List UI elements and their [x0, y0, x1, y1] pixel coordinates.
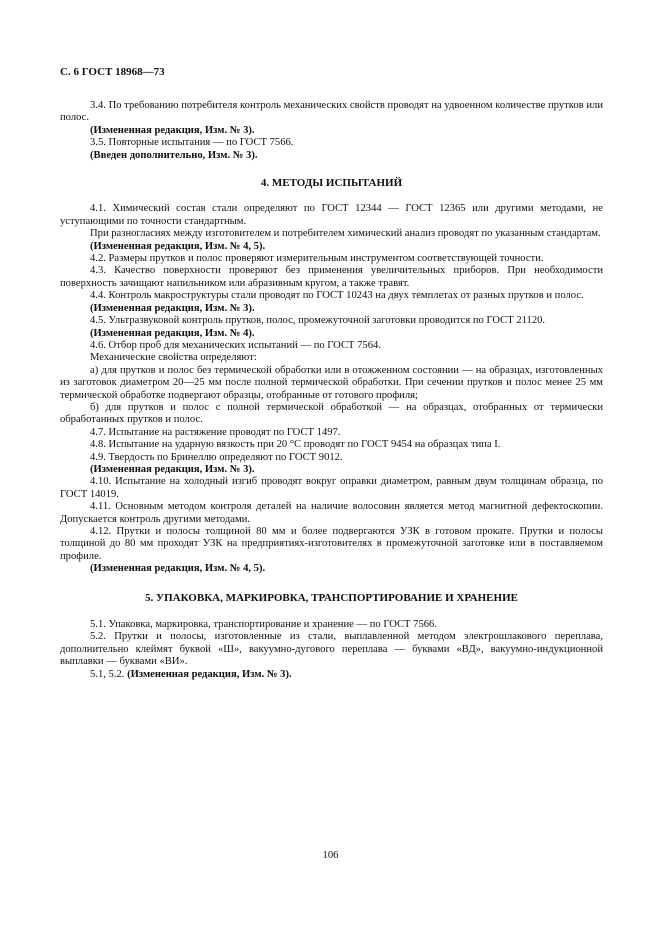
page-number: 106 [322, 850, 339, 861]
paragraph-4-7: 4.7. Испытание на растяжение проводят по ГОСТ 1497. [90, 426, 341, 438]
amendment-note: (Измененная редакция, Изм. № 4). [90, 327, 255, 339]
section-5-title: 5. УПАКОВКА, МАРКИРОВКА, ТРАНСПОРТИРОВАНИЕ И ХРАНЕНИЕ [145, 591, 518, 604]
amendment-note: (Измененная редакция, Изм. № 4, 5). [90, 563, 266, 575]
paragraph-4-3: 4.3. Качество поверхности проверяют без применения увеличительных приборов. При необходимости поверхность зачищают напильником или абразивным кругом, а также травят. [60, 265, 603, 289]
paragraph-3-5: 3.5. Повторные испытания — по ГОСТ 7566. [90, 137, 294, 149]
paragraph-4-2: 4.2. Размеры прутков и полос проверяют измерительным инструментом соответствующей точности. [90, 253, 544, 265]
paragraph-4-6: 4.6. Отбор проб для механических испытаний — по ГОСТ 7564. [90, 339, 381, 351]
paragraph-4-10: 4.10. Испытание на холодный изгиб проводят вокруг оправки диаметром, равным двум толщинам образца, по ГОСТ 14019. [60, 476, 603, 500]
amendment-note: (Измененная редакция, Изм. № 3). [90, 302, 255, 314]
amendment-note: (Измененная редакция, Изм. № 3). [127, 668, 292, 680]
paragraph-5-note [60, 669, 603, 681]
paragraph-4-4: 4.4. Контроль макроструктуры стали проводят по ГОСТ 10243 на двух темплетах от разных прутков и полос. [90, 290, 584, 302]
paragraph-5-1: 5.1. Упаковка, маркировка, транспортирование и хранение — по ГОСТ 7566. [90, 619, 437, 631]
amendment-note: (Введен дополнительно, Изм. № 3). [90, 149, 258, 161]
amendment-note: (Измененная редакция, Изм. № 3). [90, 463, 255, 475]
paragraph-5-2: 5.2. Прутки и полосы, изготовленные из стали, выплавленной методом электрошлакового переплава, дополнительно клеймят буквой «Ш», вакуумно-дугового переплава — буквами «ВД», вакуумно-индукционной выплавки — буквами «ВИ». [60, 631, 603, 668]
paragraph-3-4: 3.4. По требованию потребителя контроль механических свойств проводят на удвоенном количестве прутков или полос. [60, 100, 603, 124]
paragraph-4-1-disagreement: При разногласиях между изготовителем и потребителем химический анализ проводят по указанным стандартам. [90, 228, 601, 240]
paragraph-4-5: 4.5. Ультразвуковой контроль прутков, полос, промежуточной заготовки проводится по ГОСТ 21120. [90, 315, 546, 327]
paragraph-4-6-intro: Механические свойства определяют: [90, 352, 257, 364]
section-4-title: 4. МЕТОДЫ ИСПЫТАНИЙ [260, 177, 403, 190]
paragraph-4-6-b: б) для прутков и полос с полной термической обработкой — на образцах, отобранных от термически обработанных прутков и полос. [60, 401, 603, 426]
paragraph-4-8: 4.8. Испытание на ударную вязкость при 20 °С проводят по ГОСТ 9454 на образцах типа I. [90, 439, 501, 451]
amendment-note: (Измененная редакция, Изм. № 4, 5). [90, 240, 266, 252]
paragraph-4-9: 4.9. Твердость по Бринеллю определяют по ГОСТ 9012. [90, 451, 343, 463]
paragraph-4-6-a: а) для прутков и полос без термической обработки или в отожженном состоянии — на образцах, изготовленных из заготовок диаметром 20—25 мм после полной термической обработки. При сечении прутков и полос менее 25 мм термической обработке подвергают образцы, отобранные от готового профиля; [60, 364, 603, 401]
page-content [60, 100, 603, 681]
page-header: С. 6 ГОСТ 18968—73 [60, 66, 165, 78]
paragraph-4-11: 4.11. Основным методом контроля деталей на наличие волосовин является метод магнитной дефектоскопии. Допускается контроль другими методами. [60, 501, 603, 525]
clause-reference: 5.1, 5.2. [90, 668, 125, 680]
paragraph-4-1: 4.1. Химический состав стали определяют по ГОСТ 12344 — ГОСТ 12365 или другими методами, не уступающими по точности стандартным. [60, 203, 603, 227]
paragraph-4-12: 4.12. Прутки и полосы толщиной 80 мм и более подвергаются УЗК в готовом прокате. Прутки и полосы толщиной до 80 мм проходят УЗК на предприятиях-изготовителях в промежуточной заготовке или в поставляемом профиле. [60, 526, 603, 562]
amendment-note: (Измененная редакция, Изм. № 3). [90, 124, 255, 136]
